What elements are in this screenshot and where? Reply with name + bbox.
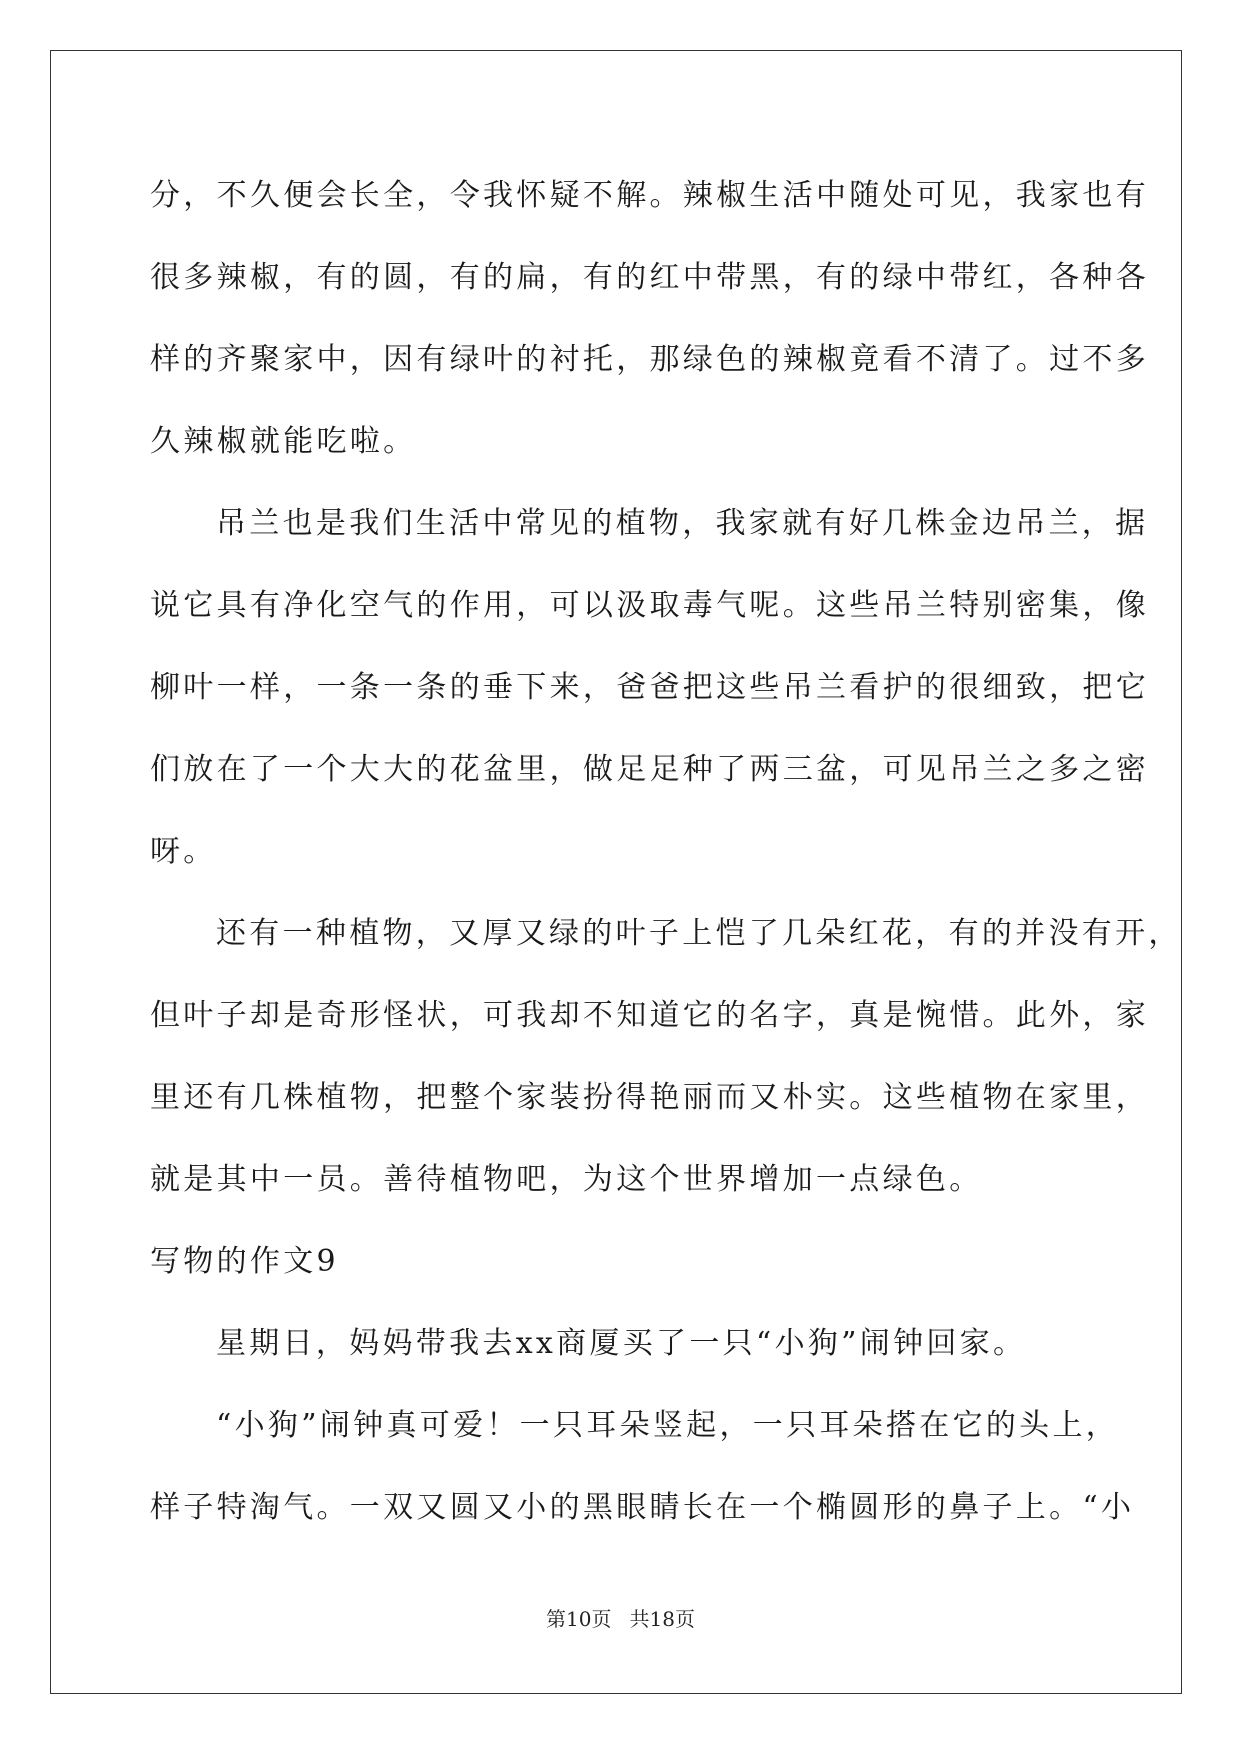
text-line: 里还有几株植物，把整个家装扮得艳丽而又朴实。这些植物在家里， xyxy=(150,1080,1149,1115)
document-body xyxy=(150,155,1182,1549)
page-footer xyxy=(0,1606,1241,1632)
text-line: 样子特淘气。一双又圆又小的黑眼睛长在一个椭圆形的鼻子上。“小 xyxy=(150,1490,1135,1525)
text-line: 说它具有净化空气的作用，可以汲取毒气呢。这些吊兰特别密集，像 xyxy=(150,588,1149,623)
text-line: 吊兰也是我们生活中常见的植物，我家就有好几株金边吊兰，据 xyxy=(216,506,1149,541)
text-line: 很多辣椒，有的圆，有的扁，有的红中带黑，有的绿中带红，各种各 xyxy=(150,260,1149,295)
text-line: 们放在了一个大大的花盆里，做足足种了两三盆，可见吊兰之多之密 xyxy=(150,752,1149,787)
page-number: 第10页 xyxy=(546,1607,612,1631)
page-total: 共18页 xyxy=(629,1607,695,1631)
text-line: 但叶子却是奇形怪状，可我却不知道它的名字，真是惋惜。此外，家 xyxy=(150,998,1149,1033)
text-line: 柳叶一样，一条一条的垂下来，爸爸把这些吊兰看护的很细致，把它 xyxy=(150,670,1149,705)
text-line: 久辣椒就能吃啦。 xyxy=(150,424,417,459)
text-line: “小狗”闹钟真可爱！一只耳朵竖起，一只耳朵搭在它的头上， xyxy=(216,1408,1120,1443)
text-line: 样的齐聚家中，因有绿叶的衬托，那绿色的辣椒竟看不清了。过不多 xyxy=(150,342,1149,377)
text-line: 呀。 xyxy=(150,834,217,869)
text-line: 星期日，妈妈带我去xx商厦买了一只“小狗”闹钟回家。 xyxy=(216,1326,1027,1361)
text-line: 就是其中一员。善待植物吧，为这个世界增加一点绿色。 xyxy=(150,1162,983,1197)
text-line: 分，不久便会长全，令我怀疑不解。辣椒生活中随处可见，我家也有 xyxy=(150,178,1149,213)
text-line: 还有一种植物，又厚又绿的叶子上恺了几朵红花，有的并没有开， xyxy=(216,916,1182,951)
section-heading: 写物的作文9 xyxy=(150,1244,339,1279)
